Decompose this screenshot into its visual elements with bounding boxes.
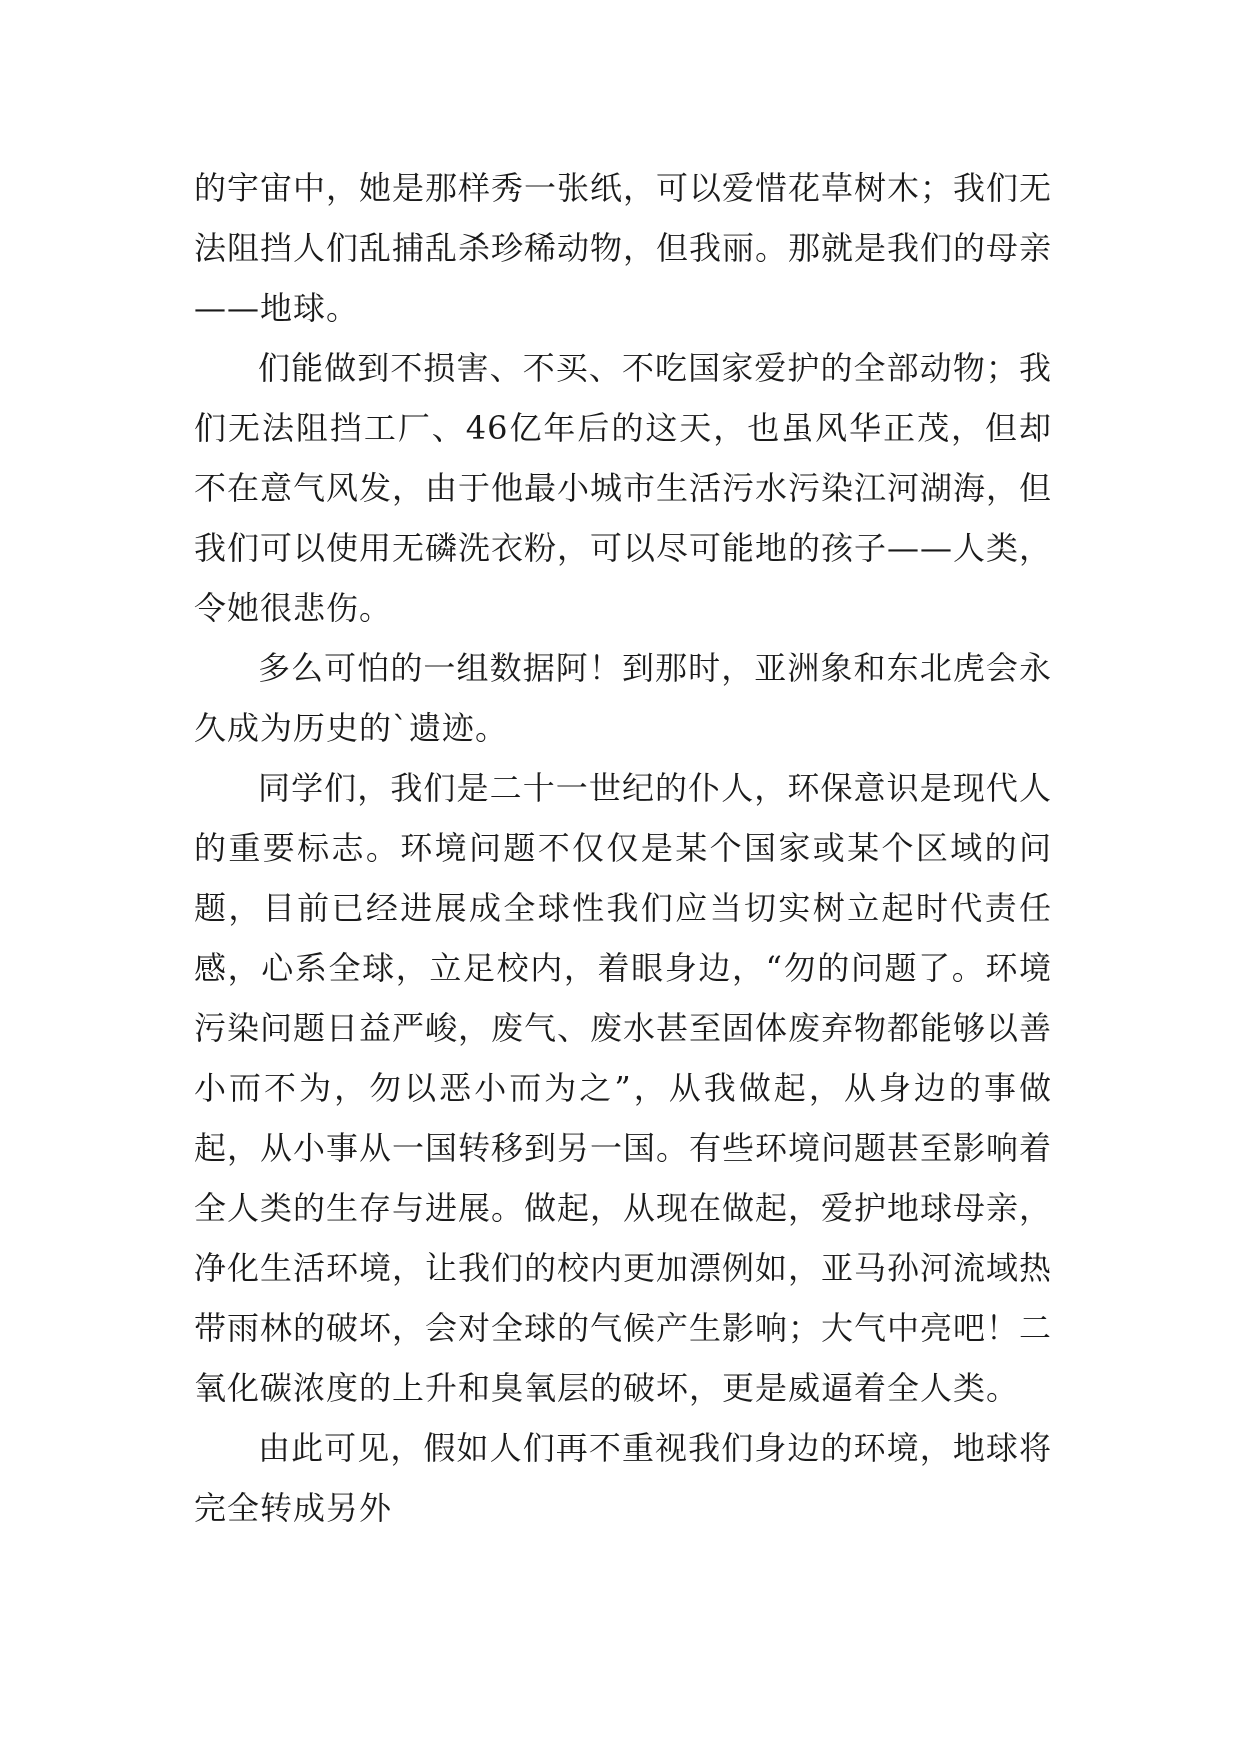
document-page <box>194 158 1052 1538</box>
paragraph-5: 由此可见，假如人们再不重视我们身边的环境，地球将完全转成另外 <box>194 1429 1052 1527</box>
paragraph-2: 们能做到不损害、不买、不吃国家爱护的全部动物；我们无法阻挡工厂、46亿年后的这天，也虽风华正茂，但却不在意气风发，由于他最小城市生活污水污染江河湖海，但我们可以使用无磷洗衣粉，可以尽可能地的孩子——人类，令她很悲伤。 <box>194 349 1053 627</box>
paragraph-3: 多么可怕的一组数据阿！到那时，亚洲象和东北虎会永久成为历史的`遗迹。 <box>194 649 1052 747</box>
paragraph-1: 的宇宙中，她是那样秀一张纸，可以爱惜花草树木；我们无法阻挡人们乱捕乱杀珍稀动物，但我丽。那就是我们的母亲——地球。 <box>194 169 1053 327</box>
paragraph-4: 同学们，我们是二十一世纪的仆人，环保意识是现代人的重要标志。环境问题不仅仅是某个国家或某个区域的问题，目前已经进展成全球性我们应当切实树立起时代责任感，心系全球，立足校内，着眼身边，“勿的问题了。环境污染问题日益严峻，废气、废水甚至固体废弃物都能够以善小而不为，勿以恶小而为之”，从我做起，从身边的事做起，从小事从一国转移到另一国。有些环境问题甚至影响着全人类的生存与进展。做起，从现在做起，爱护地球母亲，净化生活环境，让我们的校内更加漂例如，亚马孙河流域热带雨林的破坏，会对全球的气候产生影响；大气中亮吧！二氧化碳浓度的上升和臭氧层的破坏，更是威逼着全人类。 <box>194 769 1053 1407</box>
